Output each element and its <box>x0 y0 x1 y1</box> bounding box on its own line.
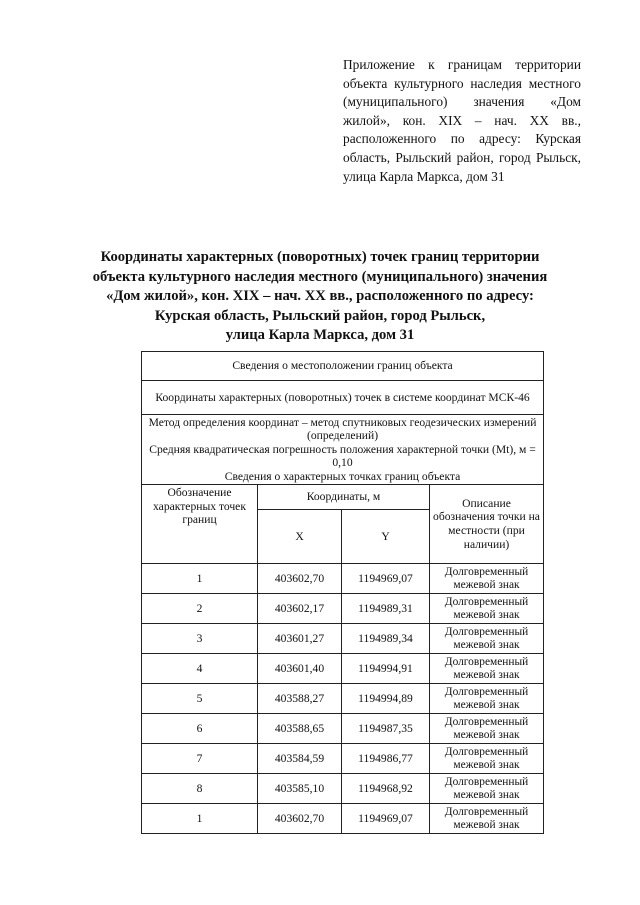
point-cell: 7 <box>142 744 258 774</box>
table-row <box>142 624 544 654</box>
description-line: межевой знак <box>453 698 520 711</box>
description-line: Долговременный <box>444 745 529 758</box>
x-cell: 403601,40 <box>258 654 342 684</box>
location-info-cell: Сведения о местоположении границ объекта <box>142 352 544 381</box>
description-line: Долговременный <box>444 805 529 818</box>
y-cell: 1194969,07 <box>342 804 430 834</box>
table-row <box>142 774 544 804</box>
x-cell: 403602,17 <box>258 594 342 624</box>
y-cell: 1194989,31 <box>342 594 430 624</box>
table-row <box>142 564 544 594</box>
description-line: межевой знак <box>453 728 520 741</box>
table-row <box>142 804 544 834</box>
col-coords-header: Координаты, м <box>258 485 430 510</box>
description-line: Долговременный <box>444 715 529 728</box>
description-cell <box>430 804 544 834</box>
table-row <box>142 684 544 714</box>
appendix-note: Приложение к границам территории объекта культурного наследия местного (муниципального) значения «Дом жилой», кон. XIX – нач. XX вв., расположенного по адресу: Курская область, Рыльский район, город Рыльск, улица Карла Маркса, дом 31 <box>343 57 581 184</box>
coordinates-table <box>141 351 544 834</box>
description-line: межевой знак <box>453 758 520 771</box>
description-cell <box>430 774 544 804</box>
y-cell: 1194986,77 <box>342 744 430 774</box>
description-cell <box>430 654 544 684</box>
point-cell: 8 <box>142 774 258 804</box>
document-heading <box>80 248 560 346</box>
point-cell: 4 <box>142 654 258 684</box>
description-line: межевой знак <box>453 608 520 621</box>
y-cell: 1194989,34 <box>342 624 430 654</box>
col-y-header: Y <box>342 510 430 564</box>
x-cell: 403588,27 <box>258 684 342 714</box>
description-cell <box>430 564 544 594</box>
description-cell <box>430 624 544 654</box>
method-cell <box>142 415 544 485</box>
heading-line: Курская область, Рыльский район, город Рыльск, <box>154 307 486 324</box>
y-cell: 1194987,35 <box>342 714 430 744</box>
x-cell: 403585,10 <box>258 774 342 804</box>
description-cell <box>430 714 544 744</box>
x-cell: 403601,27 <box>258 624 342 654</box>
table-row <box>142 744 544 774</box>
point-cell: 6 <box>142 714 258 744</box>
col-x-header: X <box>258 510 342 564</box>
heading-line: Координаты характерных (поворотных) точек границ территории <box>100 249 540 265</box>
y-cell: 1194969,07 <box>342 564 430 594</box>
description-line: Долговременный <box>444 595 529 608</box>
point-cell: 1 <box>142 804 258 834</box>
table-row <box>142 654 544 684</box>
heading-line: «Дом жилой», кон. XIX – нач. XX вв., расположенного по адресу: <box>106 288 534 305</box>
description-line: Долговременный <box>444 775 529 788</box>
description-line: межевой знак <box>453 638 520 651</box>
col-designation-header: Обозначение характерных точек границ <box>142 485 258 564</box>
description-line: Долговременный <box>444 565 529 578</box>
point-cell: 3 <box>142 624 258 654</box>
y-cell: 1194994,89 <box>342 684 430 714</box>
table-row <box>142 714 544 744</box>
description-line: межевой знак <box>453 818 520 831</box>
description-cell <box>430 744 544 774</box>
x-cell: 403602,70 <box>258 804 342 834</box>
point-cell: 5 <box>142 684 258 714</box>
description-line: межевой знак <box>453 578 520 591</box>
point-cell: 2 <box>142 594 258 624</box>
description-line: Долговременный <box>444 685 529 698</box>
y-cell: 1194968,92 <box>342 774 430 804</box>
heading-line: улица Карла Маркса, дом 31 <box>225 327 415 344</box>
y-cell: 1194994,91 <box>342 654 430 684</box>
coord-system-cell: Координаты характерных (поворотных) точек в системе координат МСК-46 <box>142 381 544 415</box>
method-text: Метод определения координат – метод спутниковых геодезических измерений (определений) <box>148 416 537 443</box>
description-line: межевой знак <box>453 788 520 801</box>
x-cell: 403588,65 <box>258 714 342 744</box>
x-cell: 403602,70 <box>258 564 342 594</box>
heading-line: объекта культурного наследия местного (муниципального) значения <box>92 268 548 285</box>
description-line: Долговременный <box>444 625 529 638</box>
description-cell <box>430 684 544 714</box>
points-info-text: Сведения о характерных точках границ объекта <box>224 469 461 483</box>
point-cell: 1 <box>142 564 258 594</box>
col-description-header: Описание обозначения точки на местности (при наличии) <box>430 485 544 564</box>
x-cell: 403584,59 <box>258 744 342 774</box>
description-line: Долговременный <box>444 655 529 668</box>
description-line: межевой знак <box>453 668 520 681</box>
accuracy-text: Средняя квадратическая погрешность положения характерной точки (Mt), м = 0,10 <box>149 442 536 470</box>
description-cell <box>430 594 544 624</box>
table-row <box>142 594 544 624</box>
